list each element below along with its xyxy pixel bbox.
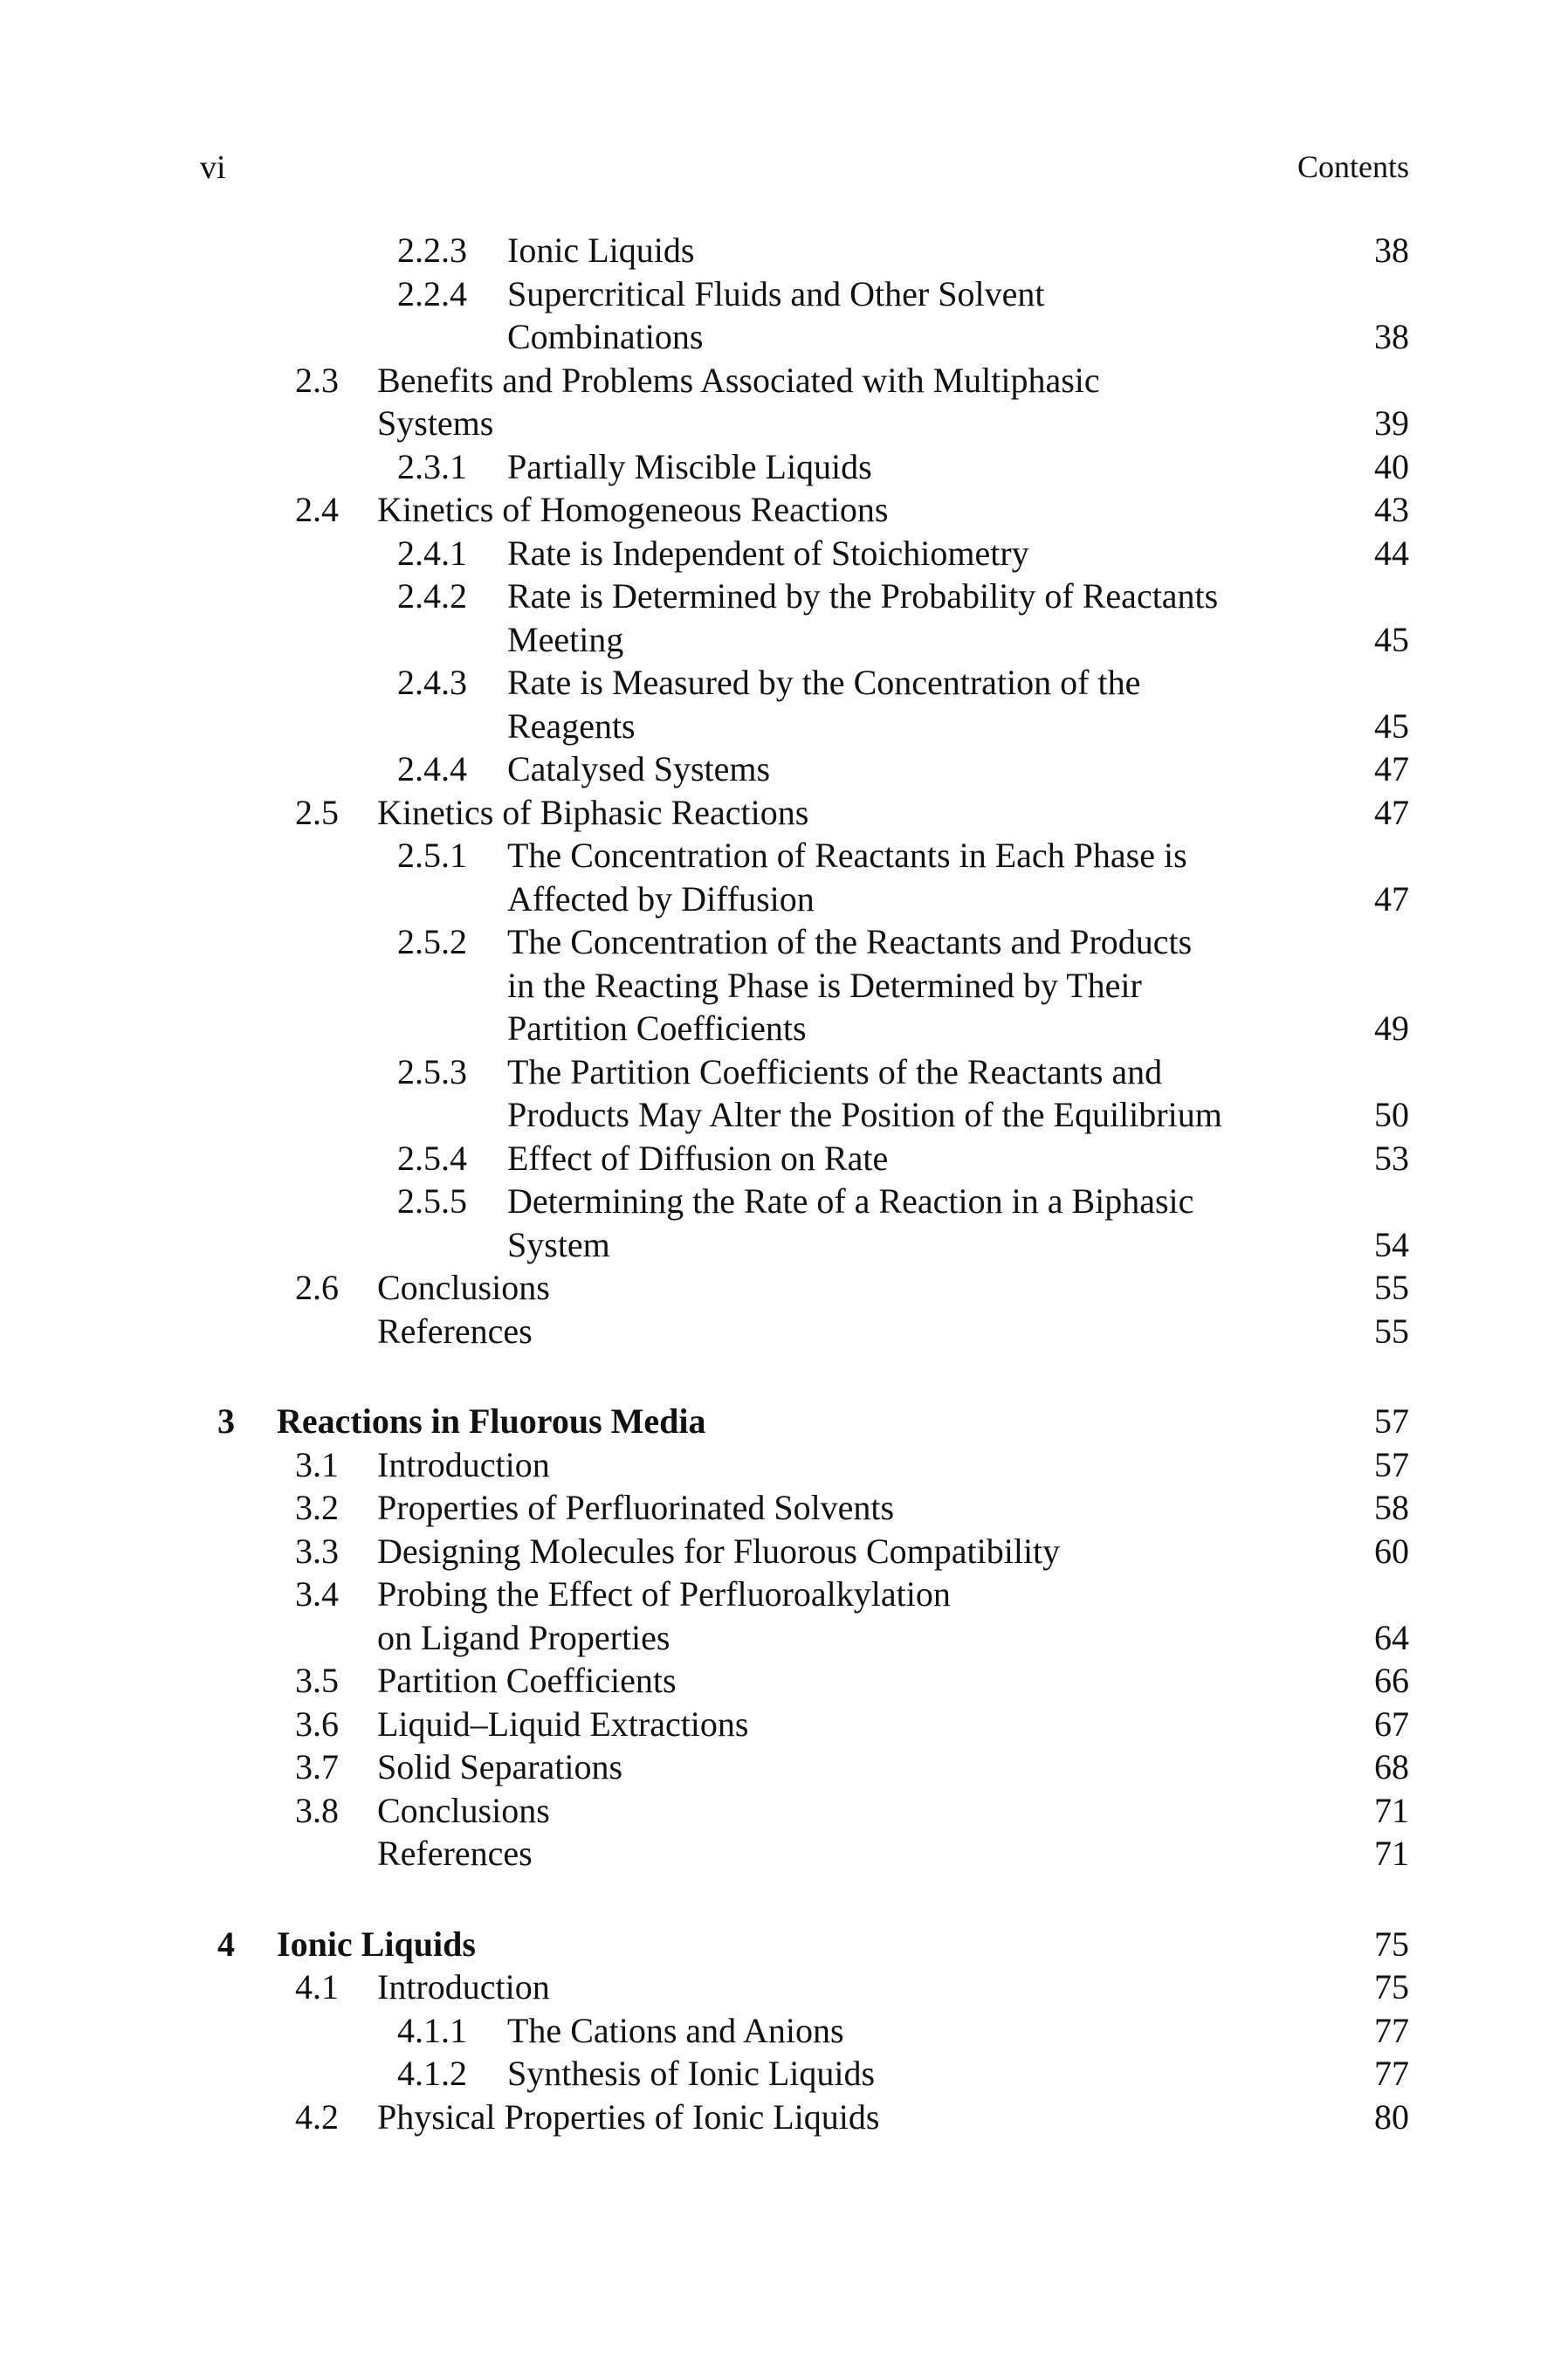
- toc-entry: [0, 532, 1568, 575]
- section-title: Determining the Rate of a Reaction in a Biphasic: [507, 1181, 1194, 1221]
- table-of-contents: [0, 229, 1568, 2138]
- section-number: 2.5.3: [397, 1051, 467, 1091]
- toc-entry: [0, 834, 1568, 878]
- section-number: 2.5.5: [397, 1181, 467, 1221]
- toc-entry: [0, 488, 1568, 532]
- toc-entry: [0, 1093, 1568, 1137]
- toc-entry: [0, 1745, 1568, 1789]
- toc-entry: [0, 1965, 1568, 2009]
- section-number: 4: [217, 1924, 235, 1964]
- section-number: 2.5: [295, 792, 339, 832]
- section-title: The Concentration of Reactants in Each Phase is: [507, 836, 1187, 875]
- toc-entry: [0, 1266, 1568, 1310]
- section-title: Catalysed Systems: [507, 749, 771, 788]
- section-number: 4.1.2: [397, 2054, 467, 2093]
- page-reference: 45: [1374, 619, 1409, 659]
- toc-entry: [0, 1443, 1568, 1487]
- section-title: Supercritical Fluids and Other Solvent: [507, 273, 1045, 313]
- page-reference: 71: [1374, 1790, 1409, 1830]
- chapter-gap: [0, 1353, 1568, 1400]
- section-number: 2.4: [295, 490, 339, 529]
- section-title: Physical Properties of Ionic Liquids: [377, 2096, 880, 2137]
- toc-entry: [0, 878, 1568, 921]
- section-number: 2.3.1: [397, 446, 467, 486]
- toc-entry: [0, 964, 1568, 1008]
- section-title: Kinetics of Homogeneous Reactions: [377, 490, 889, 529]
- toc-entry: [0, 1310, 1568, 1353]
- toc-entry: [0, 1832, 1568, 1876]
- section-title: System: [507, 1224, 610, 1264]
- running-header: [200, 148, 1409, 192]
- toc-entry: [0, 1180, 1568, 1223]
- section-title: in the Reacting Phase is Determined by Their: [507, 965, 1142, 1005]
- page-reference: 40: [1374, 446, 1409, 486]
- section-title: The Cations and Anions: [507, 2010, 844, 2050]
- section-number: 3.1: [295, 1444, 339, 1484]
- page-reference: 80: [1374, 2096, 1409, 2137]
- section-title: Meeting: [507, 619, 624, 659]
- page-reference: 43: [1374, 490, 1409, 529]
- section-number: 2.3: [295, 360, 339, 400]
- page-reference: 55: [1374, 1268, 1409, 1307]
- section-number: 2.4.1: [397, 533, 467, 573]
- section-title: Effect of Diffusion on Rate: [507, 1138, 889, 1178]
- section-title: Benefits and Problems Associated with Multiphasic: [377, 360, 1100, 400]
- page-reference: 75: [1374, 1967, 1409, 2007]
- toc-entry: [0, 402, 1568, 445]
- page-reference: 71: [1374, 1834, 1409, 1873]
- page-reference: 57: [1374, 1444, 1409, 1484]
- section-title: Conclusions: [377, 1268, 550, 1307]
- toc-entry: [0, 1007, 1568, 1050]
- toc-entry: [0, 618, 1568, 662]
- section-number: 4.2: [295, 2096, 339, 2137]
- section-number: 3.6: [295, 1704, 339, 1744]
- section-number: 3.2: [295, 1488, 339, 1527]
- section-title: on Ligand Properties: [377, 1617, 671, 1657]
- toc-entry: [0, 1050, 1568, 1094]
- page-reference: 60: [1374, 1531, 1409, 1571]
- toc-entry: [0, 705, 1568, 748]
- chapter-gap: [0, 1876, 1568, 1923]
- section-title: The Partition Coefficients of the Reactants and: [507, 1051, 1163, 1091]
- page-number: vi: [200, 149, 226, 186]
- section-title: Rate is Measured by the Concentration of the: [507, 663, 1141, 702]
- page-reference: 47: [1374, 749, 1409, 788]
- page-reference: 67: [1374, 1704, 1409, 1744]
- section-title: Ionic Liquids: [277, 1924, 476, 1964]
- section-title: Affected by Diffusion: [507, 878, 815, 919]
- section-title: Systems: [377, 403, 494, 443]
- toc-entry: [0, 1789, 1568, 1833]
- section-title: Synthesis of Ionic Liquids: [507, 2054, 876, 2093]
- toc-entry: [0, 1530, 1568, 1573]
- page-reference: 77: [1374, 2054, 1409, 2093]
- section-title: Combinations: [507, 317, 704, 356]
- toc-entry: [0, 661, 1568, 705]
- section-title: Reactions in Fluorous Media: [277, 1401, 706, 1441]
- toc-entry: [0, 272, 1568, 316]
- section-title: Probing the Effect of Perfluoroalkylation: [377, 1574, 951, 1614]
- toc-chapter-entry: [0, 1400, 1568, 1443]
- page-reference: 44: [1374, 533, 1409, 573]
- section-title: Ionic Liquids: [507, 231, 695, 270]
- section-title: Conclusions: [377, 1790, 550, 1830]
- page-reference: 66: [1374, 1661, 1409, 1700]
- toc-entry: [0, 1573, 1568, 1616]
- section-number: 3.4: [295, 1574, 339, 1614]
- toc-entry: [0, 2009, 1568, 2053]
- page-reference: 50: [1374, 1095, 1409, 1134]
- toc-entry: [0, 575, 1568, 618]
- section-number: 4.1.1: [397, 2010, 467, 2050]
- section-title: Solid Separations: [377, 1747, 623, 1786]
- page-reference: 39: [1374, 403, 1409, 443]
- section-title: Partition Coefficients: [507, 1008, 807, 1048]
- section-number: 2.5.4: [397, 1138, 467, 1178]
- page-reference: 45: [1374, 706, 1409, 746]
- page-reference: 47: [1374, 878, 1409, 919]
- toc-entry: [0, 359, 1568, 403]
- toc-entry: [0, 1659, 1568, 1703]
- section-title: Designing Molecules for Fluorous Compatibility: [377, 1531, 1061, 1571]
- section-number: 4.1: [295, 1967, 339, 2007]
- section-number: 2.5.2: [397, 922, 467, 961]
- section-title: Properties of Perfluorinated Solvents: [377, 1488, 895, 1527]
- section-number: 3.3: [295, 1531, 339, 1571]
- section-title: Reagents: [507, 706, 636, 746]
- section-title: Partition Coefficients: [377, 1661, 677, 1700]
- section-title: Kinetics of Biphasic Reactions: [377, 792, 809, 832]
- toc-entry: [0, 1486, 1568, 1530]
- section-number: 2.4.3: [397, 663, 467, 702]
- section-number: 2.2.3: [397, 231, 467, 270]
- page-reference: 75: [1374, 1924, 1409, 1964]
- section-title: References: [377, 1834, 533, 1873]
- section-number: 3.5: [295, 1661, 339, 1700]
- section-title: Introduction: [377, 1967, 550, 2007]
- toc-entry: [0, 315, 1568, 359]
- page-reference: 68: [1374, 1747, 1409, 1786]
- section-number: 3.8: [295, 1790, 339, 1830]
- page-reference: 54: [1374, 1224, 1409, 1264]
- section-number: 3: [217, 1401, 235, 1441]
- section-title: Rate is Determined by the Probability of Reactants: [507, 576, 1219, 616]
- page-reference: 49: [1374, 1008, 1409, 1048]
- section-title: Products May Alter the Position of the Equilibrium: [507, 1095, 1222, 1134]
- section-number: 2.4.4: [397, 749, 467, 788]
- section-title: References: [377, 1311, 533, 1351]
- section-title: Liquid–Liquid Extractions: [377, 1704, 749, 1744]
- toc-entry: [0, 1616, 1568, 1660]
- page-reference: 38: [1374, 231, 1409, 270]
- section-title: Rate is Independent of Stoichiometry: [507, 533, 1029, 573]
- section-number: 2.4.2: [397, 576, 467, 616]
- section-title: The Concentration of the Reactants and Products: [507, 922, 1193, 961]
- toc-entry: [0, 791, 1568, 835]
- page-reference: 64: [1374, 1617, 1409, 1657]
- section-number: 2.2.4: [397, 273, 467, 313]
- toc-entry: [0, 2096, 1568, 2139]
- page-reference: 47: [1374, 792, 1409, 832]
- section-number: 2.5.1: [397, 836, 467, 875]
- section-number: 2.6: [295, 1268, 339, 1307]
- toc-entry: [0, 1137, 1568, 1180]
- toc-entry: [0, 445, 1568, 489]
- page-reference: 58: [1374, 1488, 1409, 1527]
- page-reference: 77: [1374, 2010, 1409, 2050]
- section-title: Partially Miscible Liquids: [507, 446, 872, 486]
- section-title: Introduction: [377, 1444, 550, 1484]
- toc-entry: [0, 229, 1568, 272]
- toc-chapter-entry: [0, 1923, 1568, 1966]
- section-number: 3.7: [295, 1747, 339, 1786]
- page-reference: 38: [1374, 317, 1409, 356]
- toc-entry: [0, 1703, 1568, 1746]
- running-title: Contents: [1296, 149, 1409, 184]
- page-reference: 57: [1374, 1401, 1409, 1441]
- toc-entry: [0, 920, 1568, 964]
- toc-entry: [0, 1223, 1568, 1267]
- toc-entry: [0, 747, 1568, 791]
- toc-entry: [0, 2052, 1568, 2096]
- page-reference: 55: [1374, 1311, 1409, 1351]
- page-reference: 53: [1374, 1138, 1409, 1178]
